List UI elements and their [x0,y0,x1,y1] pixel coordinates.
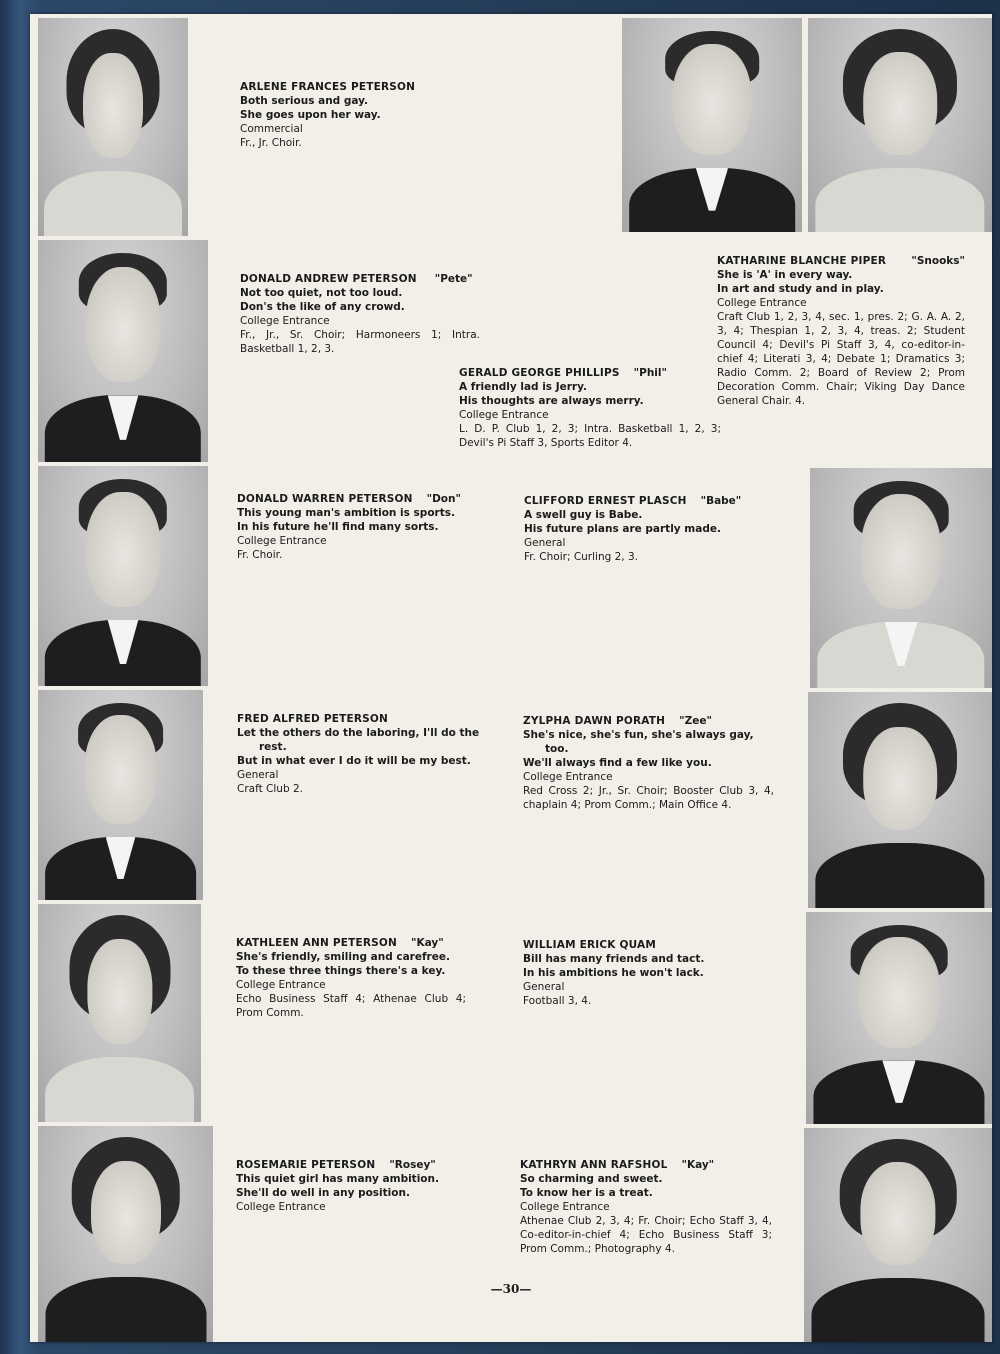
entry-gerald-phillips [459,366,721,450]
student-name: WILLIAM ERICK QUAM [523,939,656,951]
motto-line: His thoughts are always merry. [459,395,644,407]
course: College Entrance [520,1201,610,1213]
entry-clifford-plasch [524,494,774,564]
portrait-zylpha-porath [808,692,992,908]
yearbook-page [30,14,992,1342]
motto-line: In his ambitions he won't lack. [523,967,704,979]
course: College Entrance [459,409,549,421]
nickname: "Kay" [411,937,444,949]
motto-line: We'll always find a few like you. [523,757,712,769]
student-name: FRED ALFRED PETERSON [237,713,388,725]
portrait-fred-peterson [38,690,203,900]
activities: Fr., Jr. Choir. [240,137,302,149]
student-name: ARLENE FRANCES PETERSON [240,81,416,93]
entry-arlene-peterson [240,80,440,150]
course: Commercial [240,123,303,135]
nickname: "Don" [426,493,461,505]
student-name: CLIFFORD ERNEST PLASCH [524,495,687,507]
motto-line: His future plans are partly made. [524,523,721,535]
student-name: GERALD GEORGE PHILLIPS [459,367,620,379]
activities: Athenae Club 2, 3, 4; Fr. Choir; Echo Staff 3, 4, Co-editor-in-chief 4; Echo Business Staff 3; Prom Comm.; Photography 4. [520,1215,772,1255]
portrait-kathleen-peterson [38,904,201,1122]
motto-line: So charming and sweet. [520,1173,663,1185]
motto-line: Not too quiet, not too loud. [240,287,403,299]
motto-line: Don's the like of any crowd. [240,301,405,313]
student-name: KATHARINE BLANCHE PIPER [717,255,887,267]
motto-line: Let the others do the laboring, I'll do the rest. [237,727,480,753]
entry-katharine-piper [717,254,965,408]
motto-line: A friendly lad is Jerry. [459,381,587,393]
motto-line: She is 'A' in every way. [717,269,853,281]
course: College Entrance [237,535,327,547]
entry-donald-andrew-peterson [240,272,480,356]
portrait-donald-warren-peterson [38,466,208,686]
student-name: ZYLPHA DAWN PORATH [523,715,666,727]
activities: Fr., Jr., Sr. Choir; Harmoneers 1; Intra. Basketball 1, 2, 3. [240,329,480,355]
entry-kathryn-rafshol [520,1158,772,1256]
nickname: "Snooks" [911,255,965,267]
motto-line: In his future he'll find many sorts. [237,521,439,533]
entry-zylpha-porath [523,714,774,812]
course: College Entrance [523,771,613,783]
portrait-gerald-phillips [622,18,802,232]
motto-line: She'll do well in any position. [236,1187,410,1199]
activities: Red Cross 2; Jr., Sr. Choir; Booster Club 3, 4, chaplain 4; Prom Comm.; Main Office 4. [523,785,774,811]
student-name: DONALD WARREN PETERSON [237,493,413,505]
motto-line: She's nice, she's fun, she's always gay, too. [523,729,754,755]
activities: Craft Club 1, 2, 3, 4, sec. 1, pres. 2; G. A. A. 2, 3, 4; Thespian 1, 2, 3, 4, treas. 2; Student Council 4; Devil's Pi Staff 3, 4, co-editor-in-chief 4; Literati 3, 4; Debate 1; Dramatics 3; Radio Comm. 2; Board of Review 2; Prom Decoration Comm. Chair; Viking Day Dance General Chair. 4. [717,311,965,407]
nickname: "Kay" [681,1159,715,1171]
motto-line: She goes upon her way. [240,109,381,121]
portrait-rosemarie-peterson [38,1126,213,1342]
course: General [524,537,566,549]
portrait-katharine-piper [808,18,992,232]
activities: L. D. P. Club 1, 2, 3; Intra. Basketball 1, 2, 3; Devil's Pi Staff 3, Sports Editor 4. [459,423,721,449]
nickname: "Rosey" [389,1159,436,1171]
nickname: "Pete" [434,273,473,285]
nickname: "Phil" [633,367,667,379]
motto-line: A swell guy is Babe. [524,509,643,521]
course: General [237,769,279,781]
portrait-kathryn-rafshol [804,1128,992,1342]
motto-line: Both serious and gay. [240,95,368,107]
activities: Football 3, 4. [523,995,592,1007]
student-name: DONALD ANDREW PETERSON [240,273,417,285]
course: College Entrance [717,297,807,309]
motto-line: This quiet girl has many ambition. [236,1173,439,1185]
student-name: KATHRYN ANN RAFSHOL [520,1159,668,1171]
motto-line: To know her is a treat. [520,1187,653,1199]
nickname: "Babe" [700,495,742,507]
nickname: "Zee" [679,715,712,727]
motto-line: But in what ever I do it will be my best. [237,755,471,767]
course: General [523,981,565,993]
motto-line: To these three things there's a key. [236,965,446,977]
activities: Fr. Choir; Curling 2, 3. [524,551,638,563]
course: College Entrance [236,1201,326,1213]
portrait-arlene-peterson [38,18,188,236]
course: College Entrance [240,315,330,327]
entry-kathleen-peterson [236,936,486,1020]
entry-rosemarie-peterson [236,1158,476,1214]
course: College Entrance [236,979,326,991]
motto-line: Bill has many friends and tact. [523,953,705,965]
activities: Echo Business Staff 4; Athenae Club 4; Prom Comm. [236,993,466,1019]
page-number: —30— [490,1282,532,1296]
entry-donald-warren-peterson [237,492,477,562]
student-name: ROSEMARIE PETERSON [236,1159,376,1171]
portrait-william-quam [806,912,992,1124]
motto-line: In art and study and in play. [717,283,884,295]
portrait-clifford-plasch [810,468,992,688]
student-name: KATHLEEN ANN PETERSON [236,937,397,949]
portrait-donald-andrew-peterson [38,240,208,462]
motto-line: She's friendly, smiling and carefree. [236,951,450,963]
activities: Fr. Choir. [237,549,283,561]
motto-line: This young man's ambition is sports. [237,507,455,519]
activities: Craft Club 2. [237,783,303,795]
entry-william-quam [523,938,763,1008]
entry-fred-peterson [237,712,497,796]
